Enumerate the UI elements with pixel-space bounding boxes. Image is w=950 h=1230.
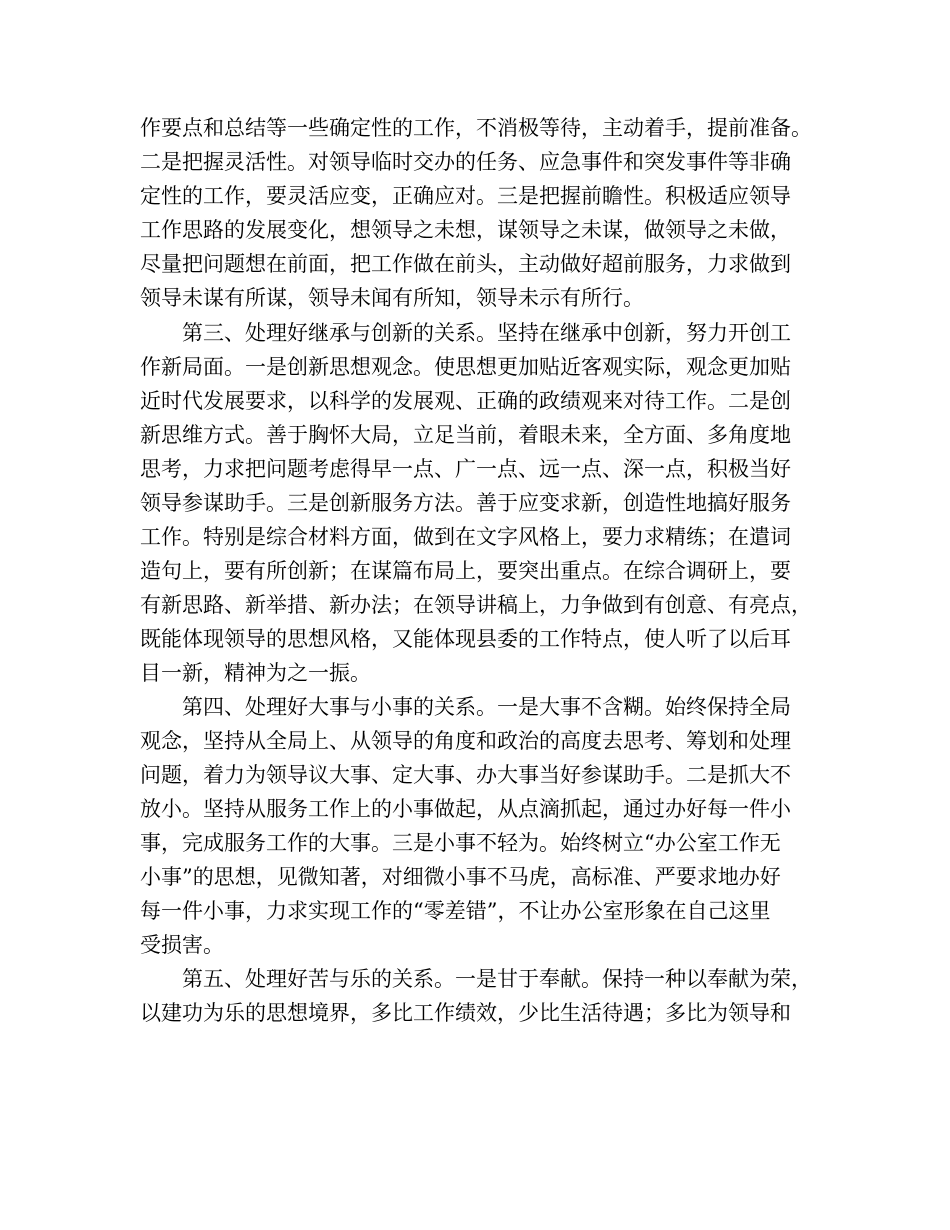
text-line: 工作。特别是综合材料方面，做到在文字风格上，要力求精练；在遣词 <box>140 525 791 549</box>
text-line: 观念，坚持从全局上、从领导的角度和政治的高度去思考、筹划和处理 <box>140 729 791 753</box>
paragraph-start-line: 第三、处理好继承与创新的关系。坚持在继承中创新，努力开创工 <box>140 321 791 345</box>
text-line: 作要点和总结等一些确定性的工作，不消极等待，主动着手，提前准备。 <box>140 116 812 140</box>
text-line: 问题，着力为领导议大事、定大事、办大事当好参谋助手。二是抓大不 <box>140 763 791 787</box>
text-line: 事，完成服务工作的大事。三是小事不轻为。始终树立“办公室工作无 <box>140 831 781 855</box>
text-line: 领导参谋助手。三是创新服务方法。善于应变求新，创造性地搞好服务 <box>140 491 791 515</box>
paragraph-start-line: 第五、处理好苦与乐的关系。一是甘于奉献。保持一种以奉献为荣， <box>140 967 812 991</box>
text-line: 尽量把问题想在前面，把工作做在前头，主动做好超前服务，力求做到 <box>140 252 791 276</box>
text-line: 每一件小事，力求实现工作的“零差错”，不让办公室形象在自己这里 <box>140 899 771 923</box>
text-line: 目一新，精神为之一振。 <box>140 661 371 685</box>
text-line: 有新思路、新举措、新办法；在领导讲稿上，力争做到有创意、有亮点， <box>140 593 812 617</box>
text-line: 二是把握灵活性。对领导临时交办的任务、应急事件和突发事件等非确 <box>140 150 791 174</box>
paragraph-start-line: 第四、处理好大事与小事的关系。一是大事不含糊。始终保持全局 <box>140 695 791 719</box>
text-line: 工作思路的发展变化，想领导之未想，谋领导之未谋，做领导之未做， <box>140 218 791 242</box>
text-line: 小事”的思想，见微知著，对细微小事不马虎，高标准、严要求地办好 <box>140 865 781 889</box>
text-line: 领导未谋有所谋，领导未闻有所知，领导未示有所行。 <box>140 286 644 310</box>
text-line: 放小。坚持从服务工作上的小事做起，从点滴抓起，通过办好每一件小 <box>140 797 791 821</box>
text-line: 既能体现领导的思想风格，又能体现县委的工作特点，使人听了以后耳 <box>140 627 791 651</box>
text-line: 新思维方式。善于胸怀大局，立足当前，着眼未来，全方面、多角度地 <box>140 423 791 447</box>
text-line: 以建功为乐的思想境界，多比工作绩效，少比生活待遇；多比为领导和 <box>140 1001 791 1025</box>
text-line: 思考，力求把问题考虑得早一点、广一点、远一点、深一点，积极当好 <box>140 457 791 481</box>
text-line: 受损害。 <box>140 933 224 957</box>
text-line: 造句上，要有所创新；在谋篇布局上，要突出重点。在综合调研上，要 <box>140 559 791 583</box>
text-line: 作新局面。一是创新思想观念。使思想更加贴近客观实际，观念更加贴 <box>140 355 791 379</box>
text-line: 近时代发展要求，以科学的发展观、正确的政绩观来对待工作。二是创 <box>140 389 791 413</box>
text-line: 定性的工作，要灵活应变，正确应对。三是把握前瞻性。积极适应领导 <box>140 184 791 208</box>
